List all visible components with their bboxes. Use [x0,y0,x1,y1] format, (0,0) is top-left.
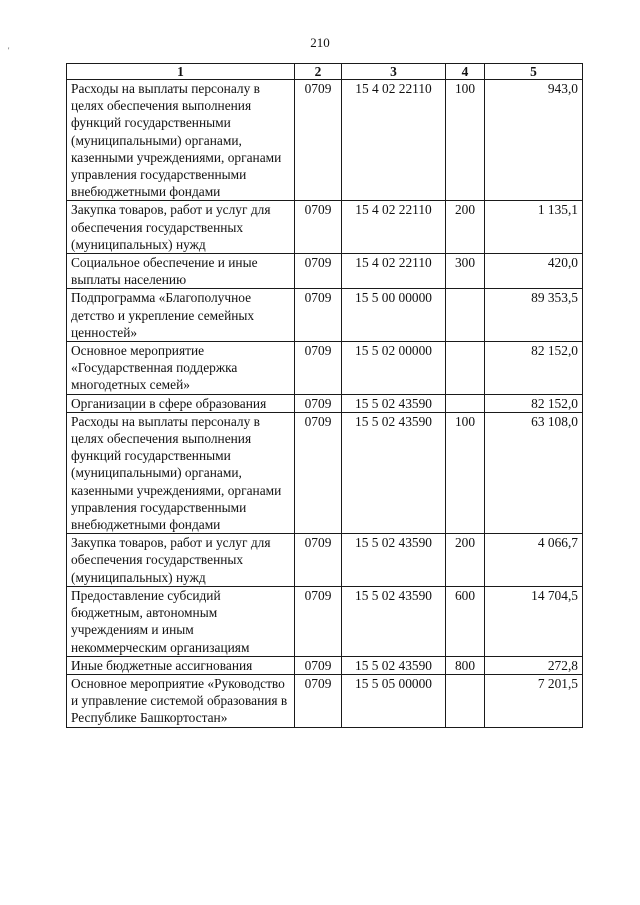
section-code: 0709 [295,534,342,587]
table-row [67,254,583,289]
expense-name: Иные бюджетные ассигнования [67,656,295,674]
target-article: 15 5 02 00000 [342,342,446,395]
expense-type: 100 [446,80,485,201]
scan-mark: ' [8,46,10,55]
header-col-5: 5 [485,64,583,80]
table-row [67,674,583,727]
section-code: 0709 [295,412,342,533]
table-row [67,201,583,254]
expense-type: 800 [446,656,485,674]
amount: 63 108,0 [485,412,583,533]
expense-name: Расходы на выплаты персоналу в целях обеспечения выполнения функций государственными (муниципальными) органами, казенными учреждениями, органами управления государственными внебюджетными фондами [67,80,295,201]
expense-type: 600 [446,586,485,656]
target-article: 15 5 02 43590 [342,412,446,533]
target-article: 15 4 02 22110 [342,201,446,254]
expense-type: 100 [446,412,485,533]
table-row [67,586,583,656]
expense-type: 200 [446,534,485,587]
section-code: 0709 [295,254,342,289]
section-code: 0709 [295,80,342,201]
expense-type: 200 [446,201,485,254]
expense-type [446,674,485,727]
header-row [67,64,583,80]
table-row [67,394,583,412]
table-row [67,656,583,674]
amount: 7 201,5 [485,674,583,727]
section-code: 0709 [295,674,342,727]
amount: 4 066,7 [485,534,583,587]
expense-type [446,342,485,395]
target-article: 15 5 02 43590 [342,586,446,656]
expense-name: Закупка товаров, работ и услуг для обеспечения государственных (муниципальных) нужд [67,201,295,254]
target-article: 15 4 02 22110 [342,80,446,201]
amount: 272,8 [485,656,583,674]
expense-name: Закупка товаров, работ и услуг для обеспечения государственных (муниципальных) нужд [67,534,295,587]
expense-name: Расходы на выплаты персоналу в целях обеспечения выполнения функций государственными (муниципальными) органами, казенными учреждениями, органами управления государственными внебюджетными фондами [67,412,295,533]
target-article: 15 5 00 00000 [342,289,446,342]
amount: 82 152,0 [485,394,583,412]
target-article: 15 4 02 22110 [342,254,446,289]
section-code: 0709 [295,201,342,254]
amount: 89 353,5 [485,289,583,342]
target-article: 15 5 02 43590 [342,656,446,674]
target-article: 15 5 02 43590 [342,394,446,412]
expense-name: Основное мероприятие «Руководство и управление системой образования в Республике Башкортостан» [67,674,295,727]
section-code: 0709 [295,289,342,342]
amount: 14 704,5 [485,586,583,656]
expense-type [446,394,485,412]
amount: 420,0 [485,254,583,289]
header-col-1: 1 [67,64,295,80]
table-row [67,80,583,201]
amount: 943,0 [485,80,583,201]
expense-name: Организации в сфере образования [67,394,295,412]
header-col-3: 3 [342,64,446,80]
header-col-4: 4 [446,64,485,80]
expense-name: Социальное обеспечение и иные выплаты населению [67,254,295,289]
table-row [67,412,583,533]
budget-table [66,63,583,728]
amount: 1 135,1 [485,201,583,254]
amount: 82 152,0 [485,342,583,395]
expense-name: Подпрограмма «Благополучное детство и укрепление семейных ценностей» [67,289,295,342]
expense-name: Основное мероприятие «Государственная поддержка многодетных семей» [67,342,295,395]
target-article: 15 5 05 00000 [342,674,446,727]
table-row [67,342,583,395]
expense-type [446,289,485,342]
table-row [67,534,583,587]
table-row [67,289,583,342]
page-number: 210 [310,35,330,50]
target-article: 15 5 02 43590 [342,534,446,587]
header-col-2: 2 [295,64,342,80]
section-code: 0709 [295,586,342,656]
expense-type: 300 [446,254,485,289]
section-code: 0709 [295,342,342,395]
section-code: 0709 [295,394,342,412]
section-code: 0709 [295,656,342,674]
expense-name: Предоставление субсидий бюджетным, автономным учреждениям и иным некоммерческим организациям [67,586,295,656]
